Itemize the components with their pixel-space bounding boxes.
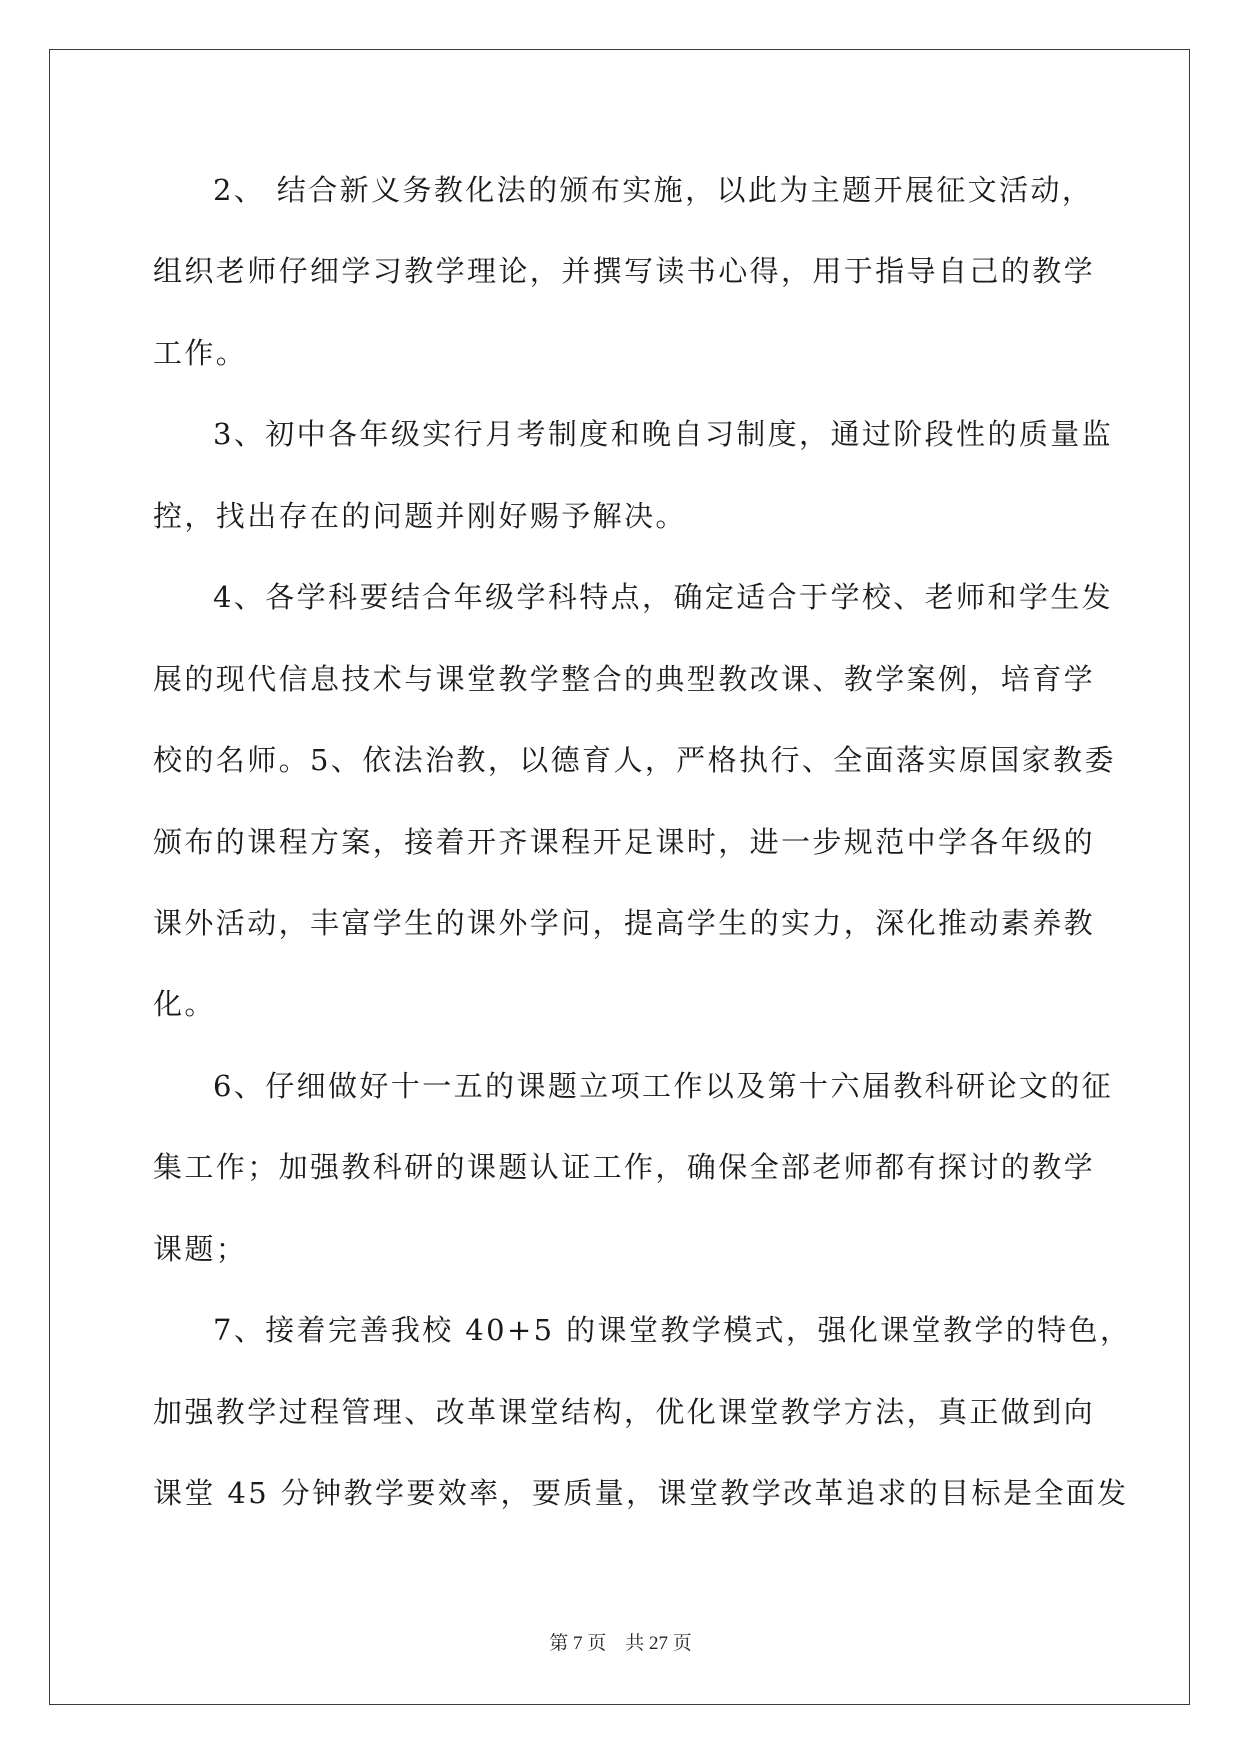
paragraph-6-line-3: 课题； <box>153 1232 248 1266</box>
paragraph-7-line-1: 7、接着完善我校 40+5 的课堂教学模式，强化课堂教学的特色， <box>213 1313 1132 1347</box>
paragraph-6-line-1: 6、仔细做好十一五的课题立项工作以及第十六届教科研论文的征 <box>213 1069 1114 1103</box>
paragraph-2-line-1: 2、 结合新义务教化法的颁布实施，以此为主题开展征文活动， <box>213 173 1094 207</box>
paragraph-4-line-5: 课外活动，丰富学生的课外学问，提高学生的实力，深化推动素养教 <box>153 906 1096 940</box>
paragraph-3-line-2: 控，找出存在的问题并刚好赐予解决。 <box>153 499 687 533</box>
paragraph-3-line-1: 3、初中各年级实行月考制度和晚自习制度，通过阶段性的质量监 <box>213 417 1114 451</box>
paragraph-4-line-6: 化。 <box>153 987 216 1021</box>
paragraph-7-line-2: 加强教学过程管理、改革课堂结构，优化课堂教学方法，真正做到向 <box>153 1395 1096 1429</box>
paragraph-4-line-4: 颁布的课程方案，接着开齐课程开足课时，进一步规范中学各年级的 <box>153 825 1096 859</box>
page-border <box>49 49 1190 1705</box>
paragraph-4-line-1: 4、各学科要结合年级学科特点，确定适合于学校、老师和学生发 <box>213 580 1114 614</box>
page-number-label: 第 7 页 共 27 页 <box>549 1633 692 1654</box>
paragraph-2-line-2: 组织老师仔细学习教学理论，并撰写读书心得，用于指导自己的教学 <box>153 254 1096 288</box>
page-number-footer <box>0 1634 1241 1653</box>
paragraph-4-line-3: 校的名师。5、依法治教，以德育人，严格执行、全面落实原国家教委 <box>153 743 1116 777</box>
paragraph-7-line-3: 课堂 45 分钟教学要效率，要质量，课堂教学改革追求的目标是全面发 <box>153 1476 1129 1510</box>
paragraph-2-line-3: 工作。 <box>153 336 248 370</box>
paragraph-4-line-2: 展的现代信息技术与课堂教学整合的典型教改课、教学案例，培育学 <box>153 662 1096 696</box>
paragraph-6-line-2: 集工作；加强教科研的课题认证工作，确保全部老师都有探讨的教学 <box>153 1150 1096 1184</box>
